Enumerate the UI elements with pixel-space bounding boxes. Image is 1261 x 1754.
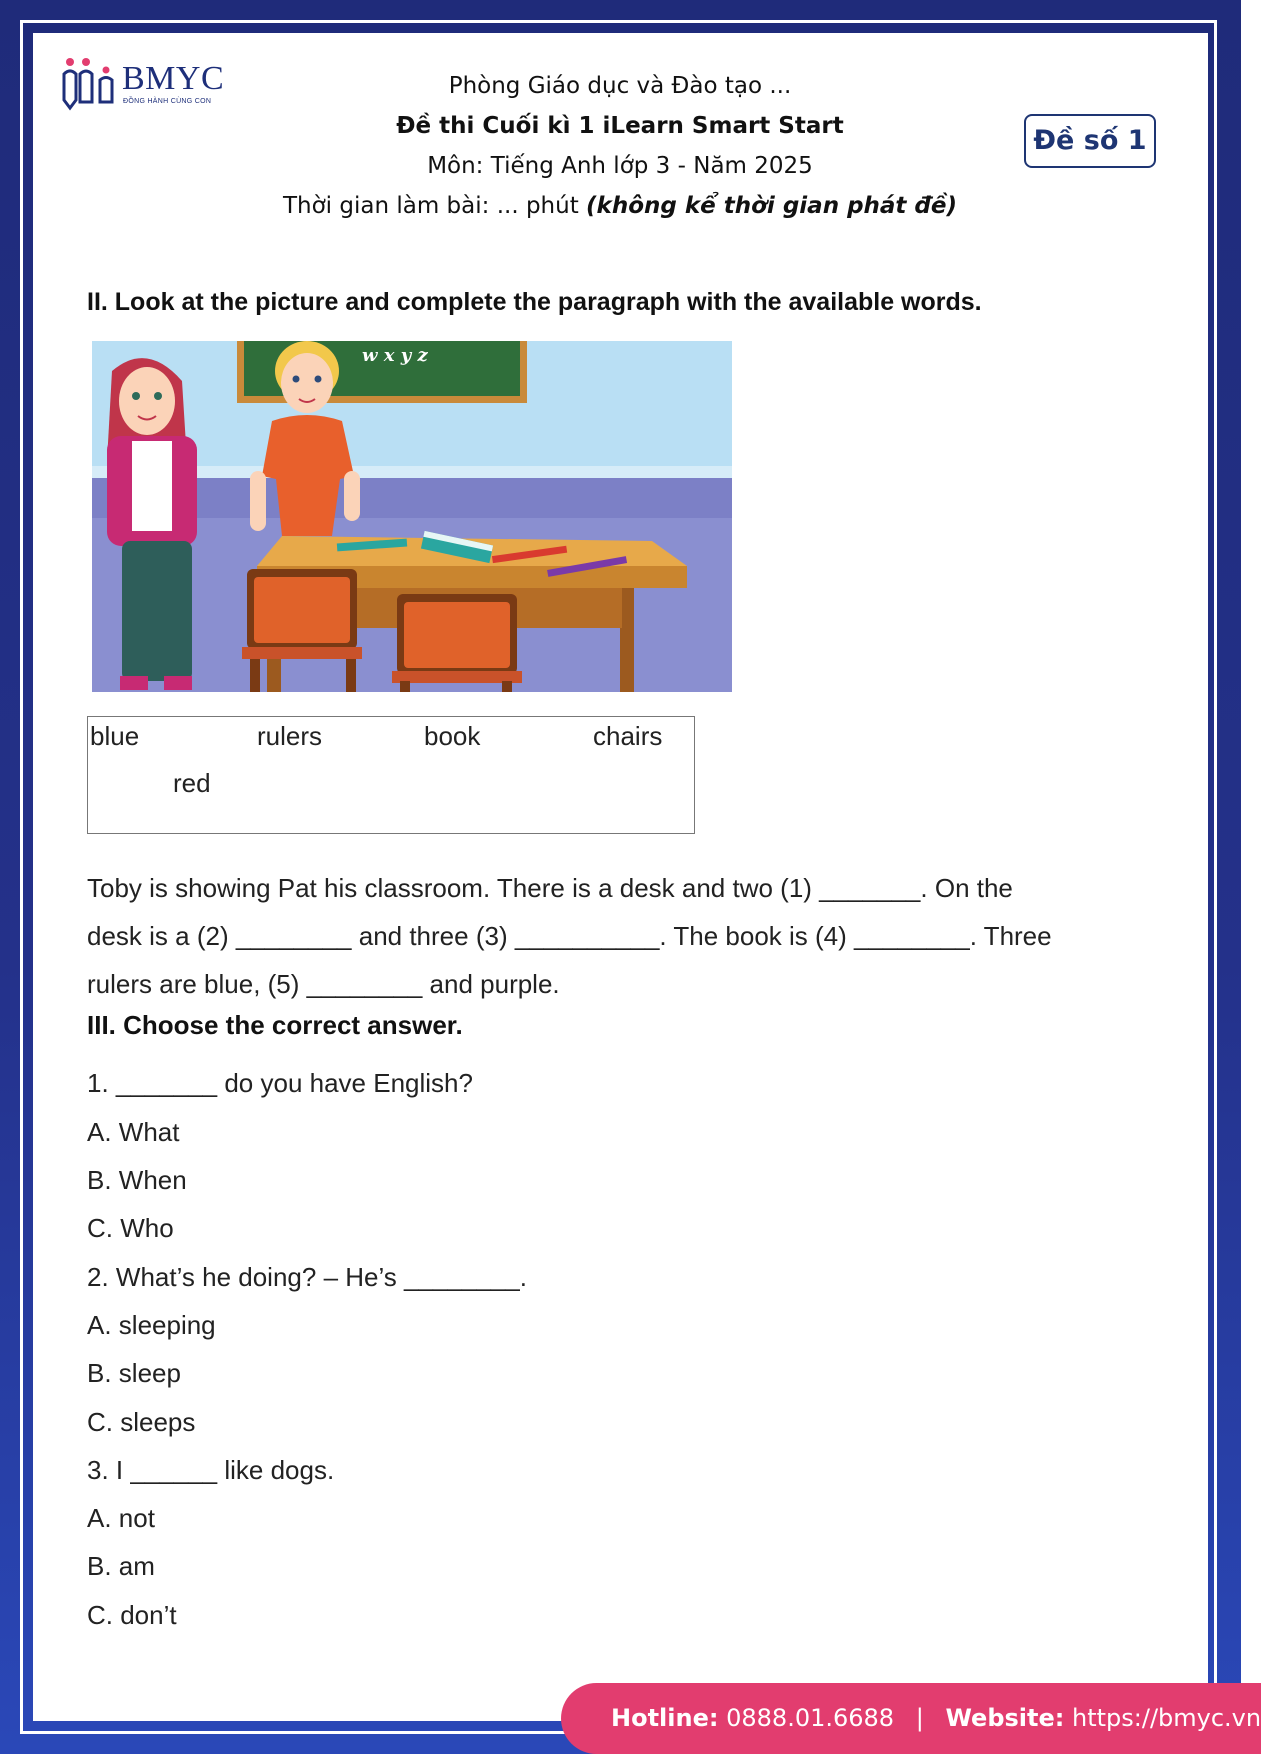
department-line: Phòng Giáo dục và Đào tạo ... [448,73,792,99]
paragraph-line: desk is a (2) ________ and three (3) __________. The book is (4) ________. Three [87,921,1052,951]
time-text: Thời gian làm bài: ... phút [282,193,587,219]
option-1a: A. What [87,1117,180,1147]
board-letters: w x y z [362,345,428,366]
family-icon [60,56,120,112]
word-bank [87,716,695,834]
word-option: rulers [257,721,323,751]
option-2b: B. sleep [87,1358,181,1388]
option-3c: C. don’t [87,1600,177,1630]
question-2: 2. What’s he doing? – He’s ________. [87,1262,527,1292]
word-option: book [424,721,481,751]
footer-separator: | [915,1704,924,1732]
website-label: Website: [945,1704,1065,1732]
word-option: red [173,768,211,798]
option-2a: A. sleeping [87,1310,216,1340]
option-3b: B. am [87,1551,155,1581]
logo-tagline: ĐỒNG HÀNH CÙNG CON [123,98,212,105]
contact-footer [561,1683,1261,1754]
logo-brand: BMYC [122,60,225,97]
fill-in-paragraph [87,864,1127,1008]
paragraph-line: Toby is showing Pat his classroom. There is a desk and two (1) _______. On the [87,873,1013,903]
paragraph-line: rulers are blue, (5) ________ and purple. [87,969,560,999]
hotline-number[interactable]: 0888.01.6688 [726,1704,895,1732]
section-2-title: II. Look at the picture and complete the paragraph with the available words. [87,288,982,316]
option-1b: B. When [87,1165,187,1195]
word-option: blue [90,721,140,751]
question-3: 3. I ______ like dogs. [87,1455,335,1485]
section-3-title: III. Choose the correct answer. [87,1010,463,1040]
exam-header [230,66,1010,226]
hotline-label: Hotline: [611,1704,719,1732]
exam-title: Đề thi Cuối kì 1 iLearn Smart Start [396,113,844,139]
classroom-picture [92,341,732,692]
subject-line: Môn: Tiếng Anh lớp 3 - Năm 2025 [427,153,813,179]
time-line [230,186,1010,226]
bmyc-logo [60,56,230,112]
website-link[interactable]: https://bmyc.vn [1072,1704,1261,1732]
option-2c: C. sleeps [87,1407,196,1437]
time-note: (không kể thời gian phát đề) [586,193,958,219]
word-option: chairs [593,721,663,751]
option-1c: C. Who [87,1213,174,1243]
question-1: 1. _______ do you have English? [87,1068,473,1098]
exam-number-badge: Đề số 1 [1024,114,1156,168]
option-3a: A. not [87,1503,155,1533]
